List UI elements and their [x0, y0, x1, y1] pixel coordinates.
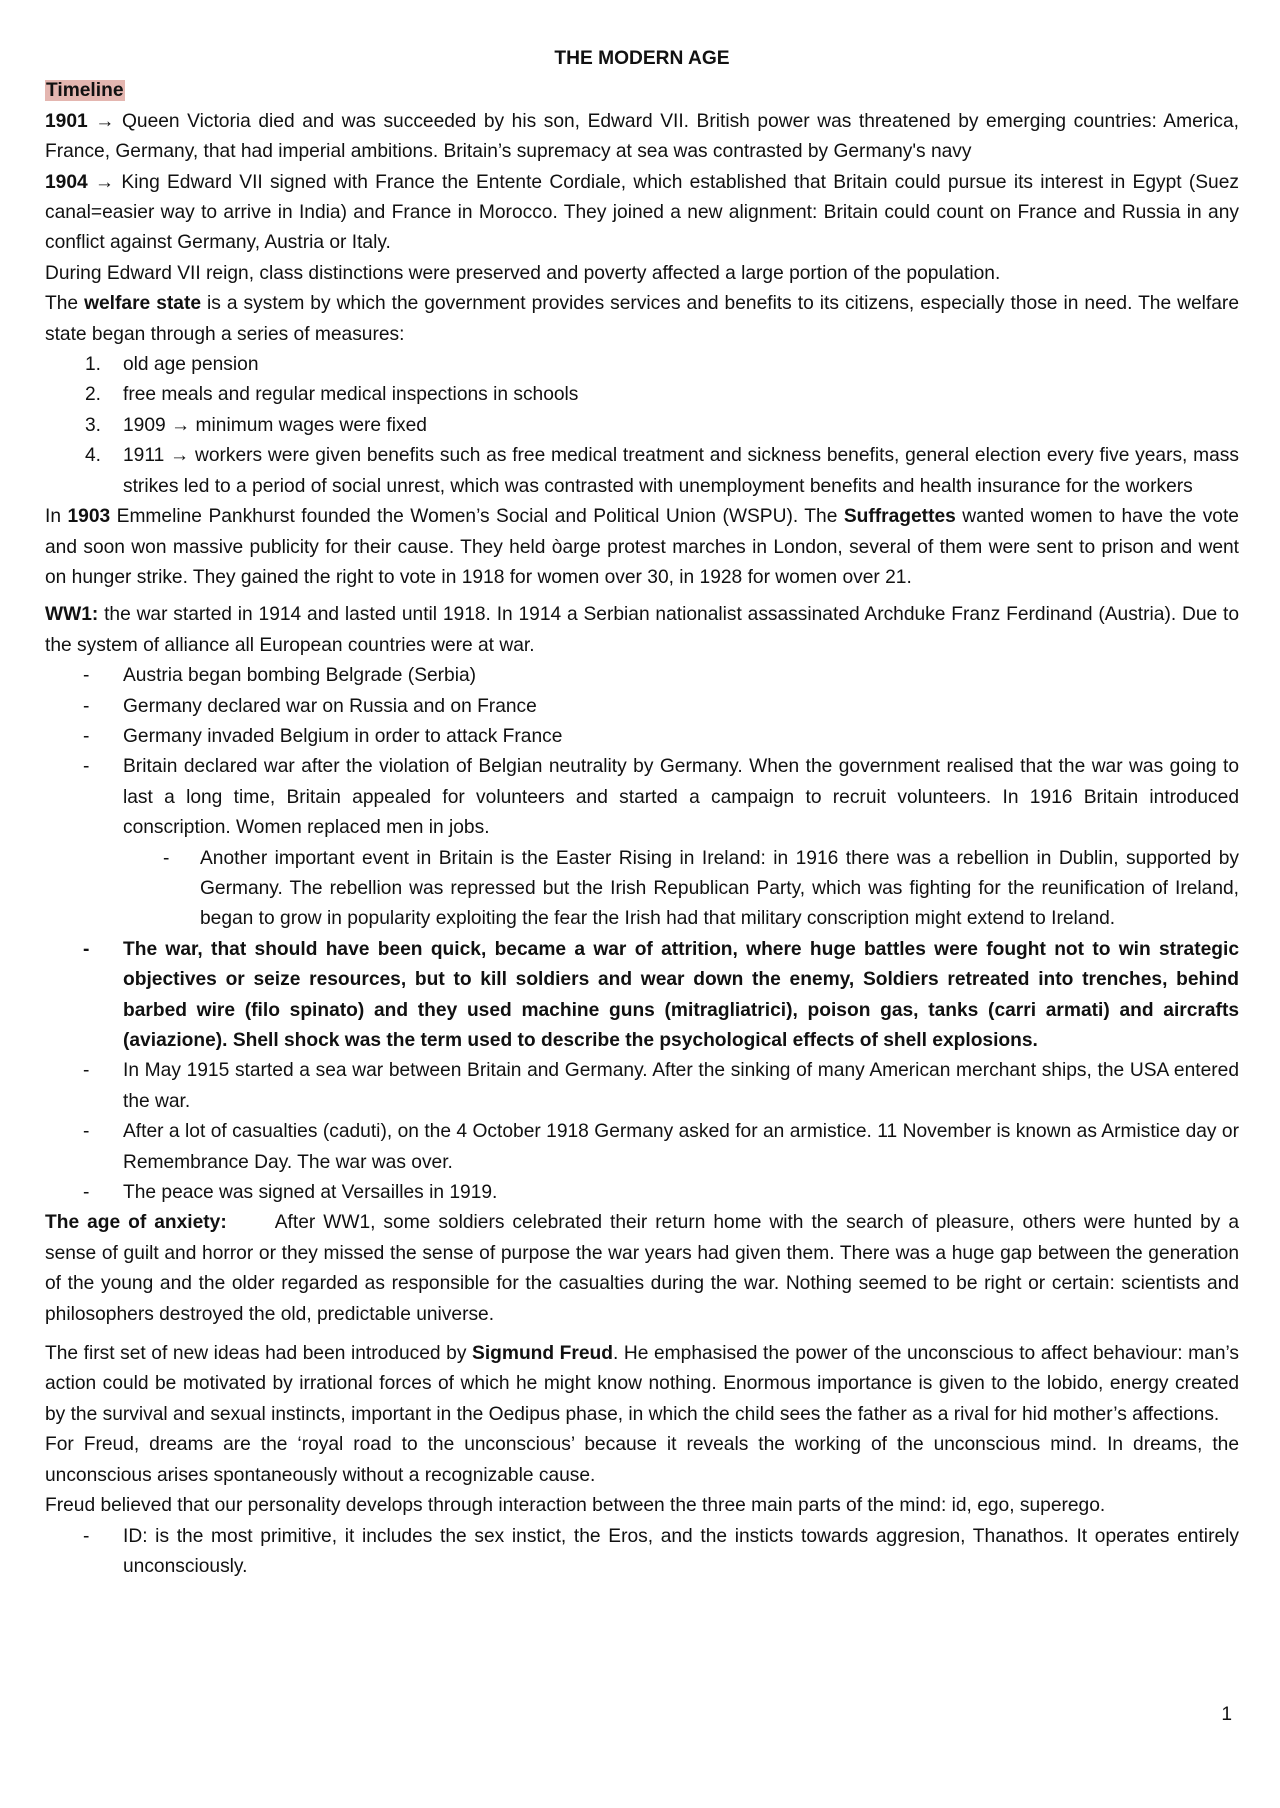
list-item-text: The war, that should have been quick, became a war of attrition, where huge battles were fought not to win strategic objectives or seize resources, but to kill soldiers and wear down the enemy, Soldiers retreated into trenches, behind barbed wire (filo spinato) and they used machine guns (mitragliatrici), poison gas, tanks (carri armati) and aircrafts (aviazione). Shell shock was the term used to describe the psychological effects of shell explosions.	[123, 938, 1239, 1051]
anxiety-label: The age of anxiety:	[45, 1212, 227, 1234]
list-dash: -	[83, 665, 90, 687]
paragraph-1901	[45, 107, 1239, 168]
timeline-heading: Timeline	[46, 80, 124, 102]
ww1-sub-list	[45, 844, 1239, 935]
freud-text-a: The first set of new ideas had been introduced by	[45, 1343, 473, 1365]
text-1904: → King Edward VII signed with France the Entente Cordiale, which established that Britain could pursue its interest in Egypt (Suez canal=easier way to arrive in India) and France in Morocco. They joined a new alignment: Britain could count on France and Russia in any conflict against Germany, Austria or Italy.	[45, 171, 1239, 254]
paragraph-welfare	[45, 289, 1239, 350]
list-number: 1.	[85, 354, 102, 376]
paragraph-suffragettes	[45, 502, 1239, 593]
paragraph-age-of-anxiety	[45, 1208, 1239, 1330]
list-item-text: 1911 → workers were given benefits such as free medical treatment and sickness benefits, general election every five years, mass strikes led to a period of social unrest, which was contrasted with unemployment benefits and health insurance for the workers	[123, 445, 1239, 497]
list-dash: -	[163, 847, 170, 869]
list-dash: -	[83, 1182, 90, 1204]
list-dash: -	[83, 1121, 90, 1143]
ww1-events-list	[45, 661, 1239, 843]
list-item-text: In May 1915 started a sea war between Britain and Germany. After the sinking of many American merchant ships, the USA entered the war.	[123, 1060, 1239, 1112]
list-item-text: Austria began bombing Belgrade (Serbia)	[123, 665, 477, 687]
suffrage-text-c: wanted women to have the vote and soon won massive publicity for their cause. They held òarge protest marches in London, several of them were sent to prison and went on hunger strike. They gained the right to vote in 1918 for women over 30, in 1928 for women over 21.	[45, 506, 1239, 588]
list-number: 3.	[85, 414, 102, 436]
list-item-text: After a lot of casualties (caduti), on the 4 October 1918 Germany asked for an armistice. 11 November is known as Armistice day or Remembrance Day. The war was over.	[123, 1121, 1239, 1173]
year-1904: 1904	[45, 171, 88, 193]
list-item	[45, 722, 1239, 752]
list-item	[45, 380, 1239, 410]
paragraph-edward: During Edward VII reign, class distinctions were preserved and poverty affected a large portion of the population.	[45, 262, 1001, 284]
ww1-label: WW1:	[45, 604, 99, 626]
freud-text-b: . He emphasised the power of the unconscious to affect behaviour: man’s action could be motivated by irrational forces of which he might know nothing. Enormous importance is given to the lobido, energy created by the survival and sexual instincts, important in the Oedipus phase, in which the child sees the father as a rival for hid mother’s affections.	[45, 1343, 1239, 1425]
welfare-state-term: welfare state	[84, 293, 201, 315]
sigmund-freud-term: Sigmund Freud	[472, 1343, 613, 1365]
paragraph-freud-3: Freud believed that our personality develops through interaction between the three main parts of the mind: id, ego, superego.	[45, 1495, 1106, 1517]
suffrage-text-b: Emmeline Pankhurst founded the Women’s Social and Political Union (WSPU). The	[110, 506, 844, 528]
list-item	[45, 752, 1239, 843]
list-item	[45, 1522, 1239, 1583]
list-dash: -	[83, 725, 90, 747]
mind-parts-list	[45, 1522, 1239, 1583]
suffragettes-term: Suffragettes	[843, 506, 956, 528]
paragraph-freud-1	[45, 1339, 1239, 1430]
list-item	[45, 661, 1239, 691]
paragraph-ww1	[45, 600, 1239, 661]
list-dash: -	[83, 695, 90, 717]
list-item	[45, 411, 1239, 441]
list-item-text: Britain declared war after the violation of Belgian neutrality by Germany. When the government realised that the war was going to last a long time, Britain appealed for volunteers and started a campaign to recruit volunteers. In 1916 Britain introduced conscription. Women replaced men in jobs.	[123, 756, 1239, 839]
text-1901: → Queen Victoria died and was succeeded by his son, Edward VII. British power was threatened by emerging countries: America, France, Germany, that had imperial ambitions. Britain’s supremacy at sea was contrasted by Germany's navy	[45, 110, 1239, 163]
welfare-text-a: The	[45, 293, 85, 315]
list-item-text: Another important event in Britain is the Easter Rising in Ireland: in 1916 there was a rebellion in Dublin, supported by Germany. The rebellion was repressed but the Irish Republican Party, which was fighting for the reunification of Ireland, began to grow in popularity exploiting the fear the Irish had that military conscription might extend to Ireland.	[200, 847, 1239, 930]
list-dash: -	[83, 756, 90, 778]
list-item	[45, 350, 1239, 380]
page-title: THE MODERN AGE	[554, 48, 730, 69]
list-dash: -	[83, 1060, 90, 1082]
sub-list-item	[45, 844, 1239, 935]
list-item-text: free meals and regular medical inspections in schools	[123, 384, 579, 406]
document-page	[45, 44, 1239, 1582]
year-1903: 1903	[67, 506, 111, 528]
suffrage-text-a: In	[45, 506, 68, 528]
list-item	[45, 441, 1239, 502]
list-item-text: Germany declared war on Russia and on France	[123, 695, 537, 717]
timeline-heading-line	[45, 76, 1239, 106]
list-number: 2.	[85, 384, 102, 406]
list-item	[45, 1117, 1239, 1178]
list-item-text: 1909 → minimum wages were fixed	[123, 414, 427, 436]
list-dash: -	[83, 1525, 90, 1547]
list-item	[45, 1056, 1239, 1117]
paragraph-1904	[45, 168, 1239, 259]
list-number: 4.	[85, 445, 102, 467]
anxiety-text: After WW1, some soldiers celebrated their return home with the search of pleasure, others were hunted by a sense of guilt and horror or they missed the sense of purpose the war years had given them. There was a huge gap between the generation of the young and the older regarded as responsible for the casualties during the war. Nothing seemed to be right or certain: scientists and philosophers destroyed the old, predictable universe.	[45, 1212, 1239, 1325]
list-item-bold	[45, 935, 1239, 1057]
list-dash: -	[83, 938, 90, 960]
year-1901: 1901	[45, 110, 88, 132]
list-item-text: The peace was signed at Versailles in 1919.	[123, 1182, 498, 1204]
ww1-events-list-continued	[45, 935, 1239, 1209]
list-item-text: ID: is the most primitive, it includes the sex instict, the Eros, and the insticts towards aggresion, Thanathos. It operates entirely unconsciously.	[123, 1525, 1239, 1577]
paragraph-freud-2: For Freud, dreams are the ‘royal road to the unconscious’ because it reveals the working of the unconscious mind. In dreams, the unconscious arises spontaneously without a recognizable cause.	[45, 1434, 1239, 1486]
list-item-text: old age pension	[123, 354, 259, 376]
list-item	[45, 692, 1239, 722]
list-item	[45, 1178, 1239, 1208]
ww1-text: the war started in 1914 and lasted until 1918. In 1914 a Serbian nationalist assassinated Archduke Franz Ferdinand (Austria). Due to the system of alliance all European countries were at war.	[45, 604, 1239, 656]
welfare-measures-list	[45, 350, 1239, 502]
welfare-text-b: is a system by which the government provides services and benefits to its citizens, especially those in need. The welfare state began through a series of measures:	[45, 293, 1239, 345]
page-number: 1	[1221, 1704, 1232, 1725]
list-item-text: Germany invaded Belgium in order to attack France	[123, 725, 563, 747]
